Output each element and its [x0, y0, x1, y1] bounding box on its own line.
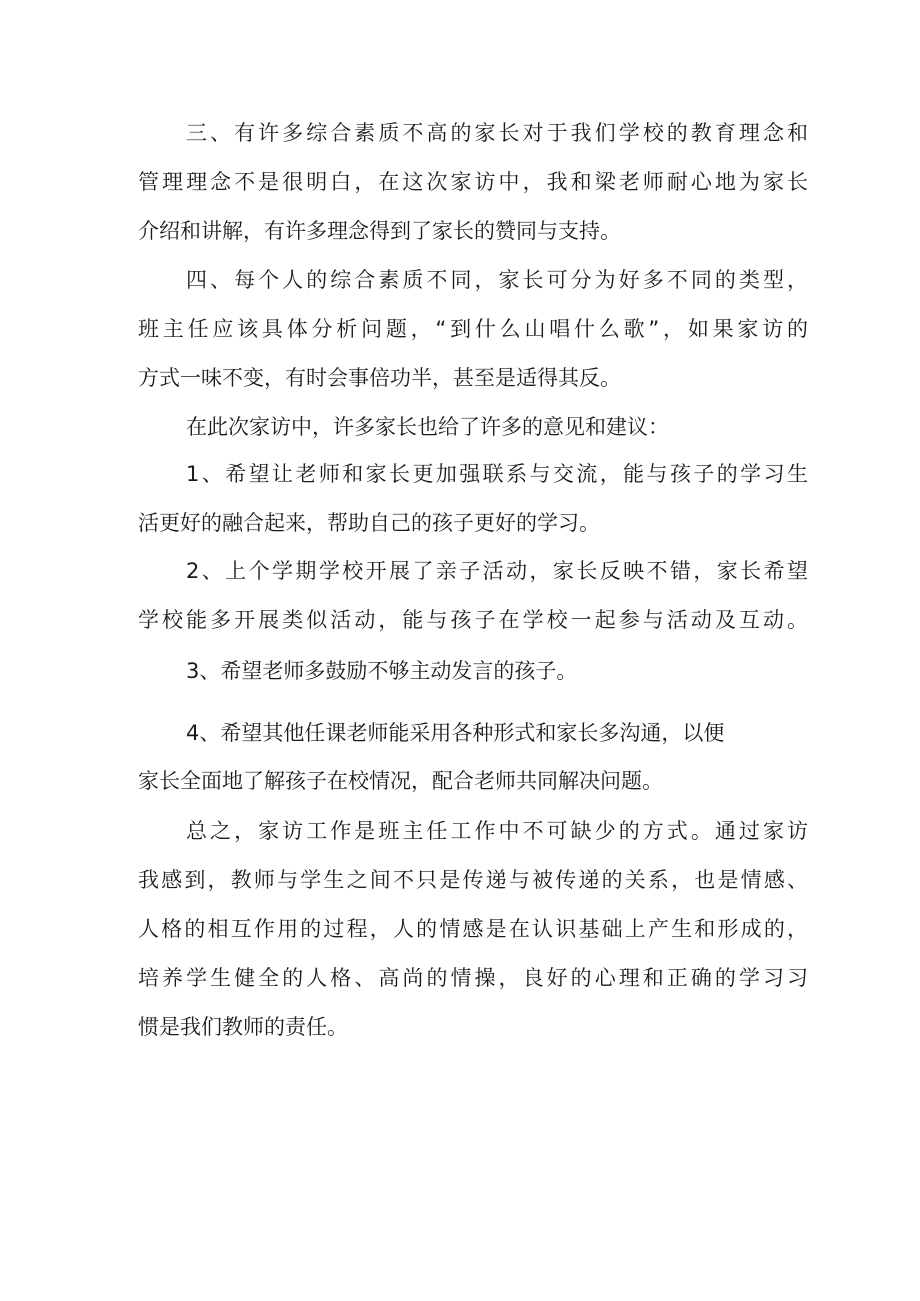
paragraph-3-line-3: 介绍和讲解，有许多理念得到了家长的赞同与支持。 — [138, 219, 621, 243]
paragraph-3-line-2: 管理理念不是很明白，在这次家访中，我和梁老师耐心地为家长 — [138, 170, 808, 194]
conclusion-line-5: 惯是我们教师的责任。 — [138, 1015, 348, 1039]
conclusion-line-2: 我感到，教师与学生之间不只是传递与被传递的关系，也是情感、 — [138, 868, 808, 892]
paragraph-3-line-1: 三、有许多综合素质不高的家长对于我们学校的教育理念和 — [186, 121, 808, 145]
suggestion-2-line-2: 学校能多开展类似活动，能与孩子在学校一起参与活动及互动。 — [138, 608, 808, 632]
conclusion-line-4: 培养学生健全的人格、高尚的情操，良好的心理和正确的学习习 — [138, 966, 808, 990]
paragraph-4-line-3: 方式一味不变，有时会事倍功半，甚至是适得其反。 — [138, 366, 621, 390]
suggestion-1-line-2: 活更好的融合起来，帮助自己的孩子更好的学习。 — [138, 511, 600, 535]
conclusion-line-1: 总之，家访工作是班主任工作中不可缺少的方式。通过家访 — [186, 819, 808, 843]
conclusion-line-3: 人格的相互作用的过程，人的情感是在认识基础上产生和形成的， — [138, 917, 808, 941]
paragraph-4-line-2: 班主任应该具体分析问题，“到什么山唱什么歌”，如果家访的 — [138, 317, 808, 341]
paragraph-4-line-1: 四、每个人的综合素质不同，家长可分为好多不同的类型， — [186, 268, 808, 292]
suggestion-3: 3、希望老师多鼓励不够主动发言的孩子。 — [186, 659, 578, 683]
suggestion-4-line-2: 家长全面地了解孩子在校情况，配合老师共同解决问题。 — [138, 769, 663, 793]
suggestion-2-line-1: 2、上个学期学校开展了亲子活动，家长反映不错，家长希望 — [186, 559, 808, 583]
suggestion-1-line-1: 1、希望让老师和家长更加强联系与交流，能与孩子的学习生 — [186, 462, 808, 486]
suggestions-intro: 在此次家访中，许多家长也给了许多的意见和建议： — [186, 415, 669, 439]
suggestion-4-line-1: 4、希望其他任课老师能采用各种形式和家长多沟通，以便 — [186, 721, 725, 745]
